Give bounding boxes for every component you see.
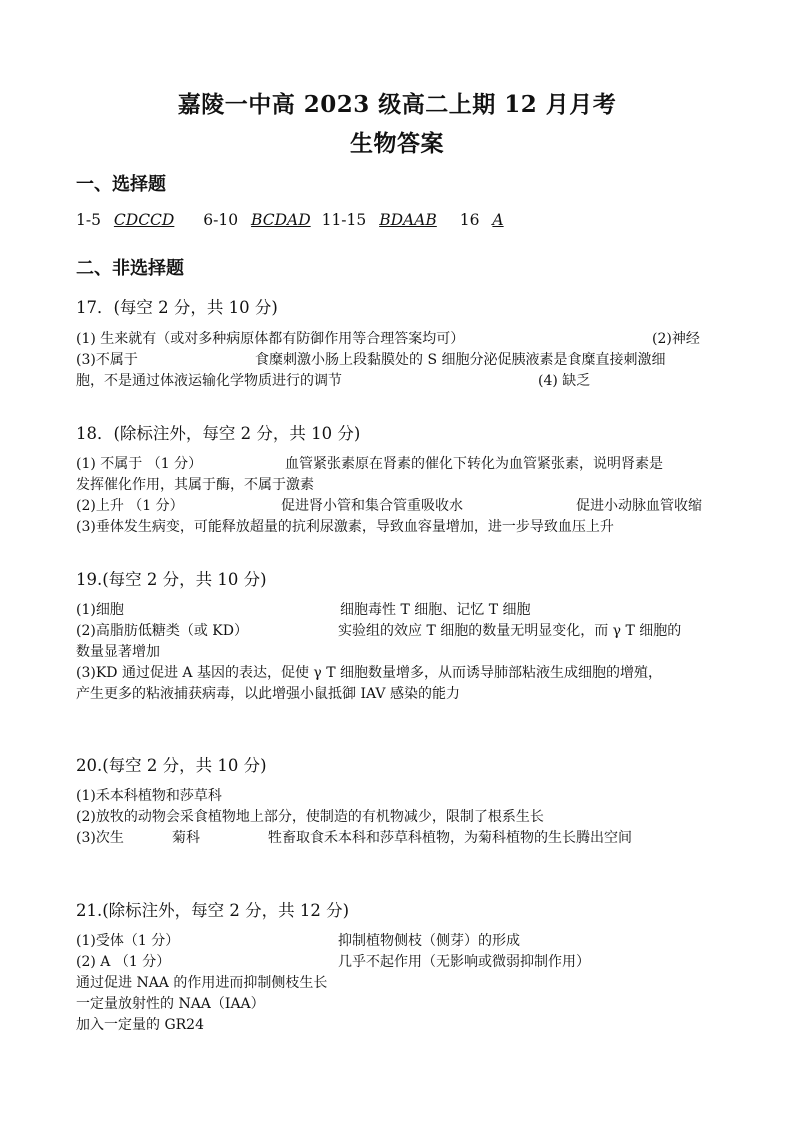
q20-answer-3a: (3)次生	[76, 830, 124, 846]
q19-answer-1b: 细胞毒性 T 细胞、记忆 T 细胞	[340, 602, 531, 618]
q19-answer-2c: 数量显著增加	[76, 644, 160, 660]
q21-answer-5: 加入一定量的 GR24	[76, 1017, 204, 1033]
q18-answer-1a: (1) 不属于 （1 分）	[76, 456, 203, 472]
page-title: 嘉陵一中高 2023 级高二上期 12 月月考	[177, 91, 617, 118]
q19-answer-2a: (2)高脂肪低糖类（或 KD）	[76, 623, 248, 639]
section-heading-choice: 一、选择题	[76, 174, 166, 195]
q21-answer-3: 通过促进 NAA 的作用进而抑制侧枝生长	[76, 975, 328, 991]
q21-answer-4: 一定量放射性的 NAA（IAA）	[76, 996, 265, 1012]
question-19-header: 19.(每空 2 分，共 10 分)	[76, 570, 267, 589]
q20-answer-3b: 菊科	[172, 830, 200, 846]
choice-answer: A	[492, 211, 504, 229]
q19-answer-3a: (3)KD 通过促进 A 基因的表达，促使 γ T 细胞数量增多，从而诱导肺部粘液生成细胞的增殖，	[76, 665, 663, 681]
q17-answer-4: (4) 缺乏	[538, 373, 591, 389]
question-21-header: 21.(除标注外，每空 2 分，共 12 分)	[76, 901, 350, 920]
section-heading-nonchoice: 二、非选择题	[76, 258, 184, 279]
choice-answer: CDCCD	[113, 211, 175, 229]
choice-answer: BCDAD	[251, 211, 311, 229]
question-20-header: 20.(每空 2 分，共 10 分)	[76, 756, 267, 775]
q18-answer-2b: 促进肾小管和集合管重吸收水	[281, 498, 463, 514]
q21-answer-1b: 抑制植物侧枝（侧芽）的形成	[338, 933, 520, 949]
q20-answer-2: (2)放牧的动物会采食植物地上部分，使制造的有机物减少，限制了根系生长	[76, 809, 544, 825]
q20-answer-3c: 牲畜取食禾本科和莎草科植物，为菊科植物的生长腾出空间	[268, 830, 632, 846]
choice-answer: BDAAB	[379, 211, 437, 229]
q21-answer-1a: (1)受体（1 分）	[76, 933, 180, 949]
q19-answer-1a: (1)细胞	[76, 602, 124, 618]
choice-answers-row	[76, 211, 504, 229]
q18-answer-2a: (2)上升 （1 分）	[76, 498, 184, 514]
q17-answer-3c: 胞，不是通过体液运输化学物质进行的调节	[76, 373, 342, 389]
q17-answer-2: (2)神经	[652, 331, 700, 347]
q18-answer-2c: 促进小动脉血管收缩	[576, 498, 702, 514]
q21-answer-2b: 几乎不起作用（无影响或微弱抑制作用）	[338, 954, 590, 970]
q17-answer-1: (1) 生来就有（或对多种病原体都有防御作用等合理答案均可）	[76, 331, 465, 347]
q18-answer-1b: 血管紧张素原在肾素的催化下转化为血管紧张素，说明肾素是	[285, 456, 663, 472]
q19-answer-2b: 实验组的效应 T 细胞的数量无明显变化，而 γ T 细胞的	[338, 623, 682, 639]
q20-answer-1: (1)禾本科植物和莎草科	[76, 788, 222, 804]
q19-answer-3b: 产生更多的粘液捕获病毒，以此增强小鼠抵御 IAV 感染的能力	[76, 686, 460, 702]
choice-range: 11-15	[321, 211, 367, 229]
choice-range: 16	[459, 211, 480, 229]
q21-answer-2a: (2) A （1 分）	[76, 954, 171, 970]
q18-answer-3: (3)垂体发生病变，可能释放超量的抗利尿激素，导致血容量增加，进一步导致血压上升	[76, 519, 614, 535]
choice-range: 1-5	[76, 211, 101, 229]
q17-answer-3b: 食糜刺激小肠上段黏膜处的 S 细胞分泌促胰液素是食糜直接刺激细	[255, 352, 666, 368]
question-18-header: 18．(除标注外，每空 2 分，共 10 分)	[76, 424, 361, 443]
page-subtitle: 生物答案	[350, 130, 444, 157]
choice-range: 6-10	[203, 211, 239, 229]
question-17-header: 17．(每空 2 分，共 10 分)	[76, 298, 278, 317]
q17-answer-3a: (3)不属于	[76, 352, 138, 368]
q18-answer-1c: 发挥催化作用，其属于酶，不属于激素	[76, 477, 314, 493]
